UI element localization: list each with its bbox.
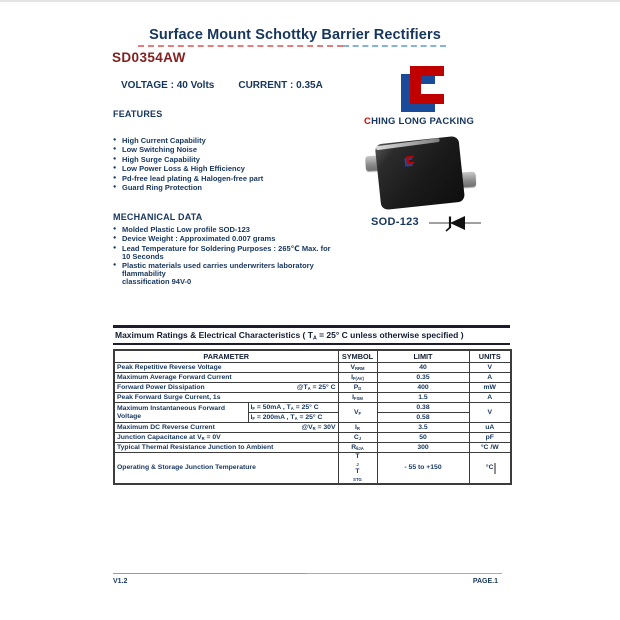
footer-version: V1.2 — [113, 578, 128, 585]
voltage-rating: VOLTAGE : 40 Volts — [121, 80, 215, 91]
features-list — [113, 137, 363, 194]
parameter-cell: Junction Capacitance at $V_R = 0V$ — [114, 433, 338, 443]
bullet-icon: ● — [113, 244, 117, 251]
column-header-parameter: PARAMETER — [114, 350, 338, 363]
screenshot-top-edge — [0, 0, 620, 2]
limit-cell: 0.38 — [377, 403, 469, 413]
ratings-table — [113, 349, 512, 485]
symbol-cell: $I_R$ — [338, 423, 377, 433]
parameter-cell: Forward Power Dissipation $@T_A = 25^\circ$ C — [114, 383, 338, 393]
bullet-icon: ● — [113, 155, 117, 162]
title-underline — [138, 45, 446, 48]
part-number: SD0354AW — [112, 50, 186, 65]
units-cell: °C — [469, 453, 511, 485]
company-logo-icon — [401, 66, 453, 112]
units-cell: mW — [469, 383, 511, 393]
units-cell: V — [469, 403, 511, 423]
parameter-cell: Peak Repetitive Reverse Voltage — [114, 363, 338, 373]
features-heading: FEATURES — [113, 109, 163, 119]
units-cell: pF — [469, 433, 511, 443]
footer-page-number: PAGE.1 — [472, 578, 498, 585]
parameter-cell: Peak Forward Surge Current, 1s — [114, 393, 338, 403]
symbol-cell: $R_{\theta JA}$ — [338, 443, 377, 453]
limit-cell: - 55 to +150 — [377, 453, 469, 485]
feature-item: ● Guard Ring Protection — [113, 183, 203, 193]
symbol-cell: $C_J$ — [338, 433, 377, 443]
package-name-label: SOD-123 — [371, 216, 419, 228]
symbol-cell: $V_F$ — [338, 403, 377, 423]
title-underline-blue-segment — [343, 45, 446, 47]
current-rating: CURRENT : 0.35A — [238, 80, 323, 91]
mechanical-item: ● Molded Plastic Low profile SOD-123 — [113, 225, 250, 234]
table-row — [114, 403, 511, 413]
condition-cell: $I_F = 200mA$ , $T_A = 25^\circ$ C — [248, 413, 338, 423]
feature-item: ● High Current Capability — [113, 136, 206, 145]
limit-cell: 3.5 — [377, 423, 469, 433]
table-row — [114, 453, 511, 485]
units-cell: uA — [469, 423, 511, 433]
title-underline-red-segment — [138, 45, 343, 47]
table-row — [114, 423, 511, 433]
symbol-cell: T $_J$ T $_{STG}$ — [338, 453, 377, 485]
parameter-cell: Maximum Instantaneous Forward Voltage — [114, 403, 248, 423]
voltage-current-line — [121, 80, 323, 91]
limit-cell: 1.5 — [377, 393, 469, 403]
condition-text: $@V_R = 30V$ — [301, 423, 336, 431]
parameter-cell: Operating & Storage Junction Temperature — [114, 453, 338, 485]
condition-text: $@T_A = 25^\circ$ C — [296, 383, 336, 391]
symbol-cell: $I_{FSM}$ — [338, 393, 377, 403]
bullet-icon: ● — [113, 137, 117, 143]
feature-item: ● Pd-free lead plating & Halogen-free part — [113, 173, 264, 183]
package-logo-mark-icon — [404, 153, 418, 172]
bullet-icon: ● — [113, 165, 117, 172]
feature-item: ● Low Switching Noise — [113, 145, 198, 155]
mechanical-data-heading: MECHANICAL DATA — [113, 212, 203, 222]
table-row — [114, 443, 511, 453]
limit-cell: 300 — [377, 443, 469, 453]
table-row — [114, 393, 511, 403]
table-row — [114, 373, 511, 383]
table-header-row — [114, 350, 511, 363]
mechanical-item: ● Plastic materials used carries underwriters laboratory flammability classification 94V-0 — [113, 261, 314, 286]
parameter-cell: Typical Thermal Resistance Junction to Ambient — [114, 443, 338, 453]
column-header-symbol: SYMBOL — [338, 350, 377, 363]
mechanical-data-list — [113, 226, 335, 287]
units-cell: A — [469, 373, 511, 383]
bullet-icon: ● — [113, 235, 117, 242]
symbol-cell: $V_{RRM}$ — [338, 363, 377, 373]
bullet-icon: ● — [113, 226, 117, 232]
company-name — [364, 116, 474, 127]
units-cell: V — [469, 363, 511, 373]
parameter-cell: Maximum Average Forward Current — [114, 373, 338, 383]
feature-item: ● High Surge Capability — [113, 154, 200, 164]
symbol-cell: $P_D$ — [338, 383, 377, 393]
company-name-rest: HING LONG PACKING — [371, 116, 475, 127]
units-cell: A — [469, 393, 511, 403]
ratings-table-section-heading: Maximum Ratings & Electrical Characteristics ( $T_A = 25^\circ$ C unless otherwise specified ) — [113, 325, 510, 345]
footer-divider-red-segment — [113, 573, 306, 574]
stray-cursor-mark — [494, 463, 496, 474]
package-photo — [370, 133, 469, 214]
limit-cell: 0.35 — [377, 373, 469, 383]
units-cell: °C /W — [469, 443, 511, 453]
column-header-limit: LIMIT — [377, 350, 469, 363]
table-row — [114, 363, 511, 373]
symbol-cell: $I_{F(AV)}$ — [338, 373, 377, 383]
limit-cell: 40 — [377, 363, 469, 373]
limit-cell: 400 — [377, 383, 469, 393]
limit-cell: 0.58 — [377, 413, 469, 423]
footer-divider-blue-segment — [306, 573, 502, 574]
bullet-icon: ● — [113, 262, 117, 269]
table-row — [114, 383, 511, 393]
table-row — [114, 433, 511, 443]
bullet-icon: ● — [113, 174, 117, 181]
parameter-cell: Maximum DC Reverse Current $@V_R = 30V$ — [114, 423, 338, 433]
footer-divider — [113, 573, 502, 575]
bullet-icon: ● — [113, 146, 117, 153]
company-name-first-letter: C — [364, 116, 372, 127]
mechanical-item: ● Device Weight : Approximated 0.007 grams — [113, 234, 276, 244]
condition-cell: $I_F = 50mA$ , $T_A = 25^\circ$ C — [248, 403, 338, 413]
column-header-units: UNITS — [469, 350, 511, 363]
limit-cell: 50 — [377, 433, 469, 443]
page-title: Surface Mount Schottky Barrier Rectifiers — [149, 27, 441, 43]
bullet-icon: ● — [113, 184, 117, 191]
schottky-diode-symbol-icon — [429, 214, 481, 237]
feature-item: ● Low Power Loss & High Efficiency — [113, 164, 245, 174]
mechanical-item: ● Lead Temperature for Soldering Purposes : 265℃ Max. for 10 Seconds — [113, 243, 331, 261]
